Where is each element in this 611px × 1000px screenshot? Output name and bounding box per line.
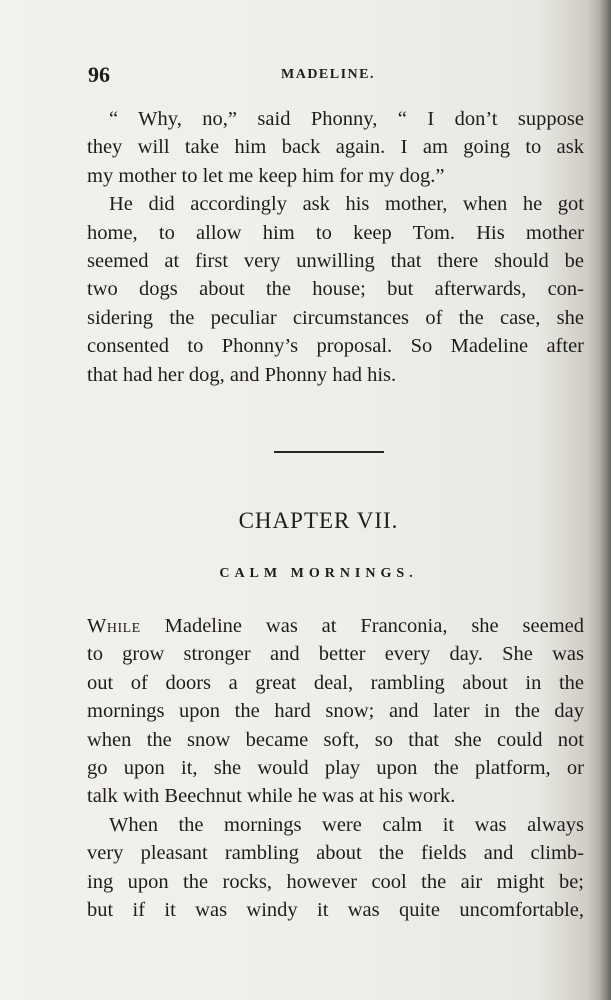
text-line: ing upon the rocks, however cool the air might be; [87,870,584,893]
paragraph-calm-mornings-cont [87,839,584,924]
text-line: sidering the peculiar circumstances of the case, she [87,306,584,329]
text-line: He did accordingly ask his mother, when he got [109,193,584,216]
text-line [87,612,584,640]
text-line: two dogs about the house; but afterwards, con- [87,278,584,301]
text-line: that had her dog, and Phonny had his. [87,363,397,386]
text-line: consented to Phonny’s proposal. So Madeline after [87,335,584,358]
text-line: they will take him back again. I am going to ask [87,136,584,159]
section-divider [274,451,384,453]
text-line: seemed at first very unwilling that there should be [87,250,584,273]
running-head: MADELINE. [281,67,376,82]
paragraph-while-madeline [87,612,584,811]
text-line: talk with Beechnut while he was at his work. [87,785,456,808]
text-line: my mother to let me keep him for my dog.” [87,164,445,187]
opening-word: While [87,615,141,637]
paragraph-ask-mother-cont [87,219,584,389]
opening-line-rest: Madeline was at Franconia, she seemed [140,615,584,637]
text-line: When the mornings were calm it was always [109,813,584,836]
top-text [87,105,584,389]
text-line: to grow stronger and better every day. She was [87,643,584,666]
paragraph-phonny-quote [87,105,584,133]
text-line: “ Why, no,” said Phonny, “ I don’t suppose [109,108,584,130]
text-line: out of doors a great deal, rambling about in the [87,671,584,694]
paragraph-calm-mornings [87,811,584,839]
text-line: but if it was windy it was quite uncomfortable, [87,899,584,922]
text-line: when the snow became soft, so that she could not [87,728,584,751]
chapter-subtitle: CALM MORNINGS. [219,566,418,581]
text-line: go upon it, she would play upon the platform, or [87,757,584,780]
chapter-text [87,612,584,924]
text-line: mornings upon the hard snow; and later in the day [87,700,584,723]
text-line: home, to allow him to keep Tom. His mother [87,221,584,244]
paragraph-ask-mother [87,190,584,218]
page-number: 96 [88,62,110,87]
page-header [88,62,588,92]
paragraph-phonny-quote-cont [87,133,584,190]
text-line: very pleasant rambling about the fields and climb- [87,842,584,865]
page-edge-shadow [599,0,611,1000]
chapter-title: CHAPTER VII. [238,508,399,533]
